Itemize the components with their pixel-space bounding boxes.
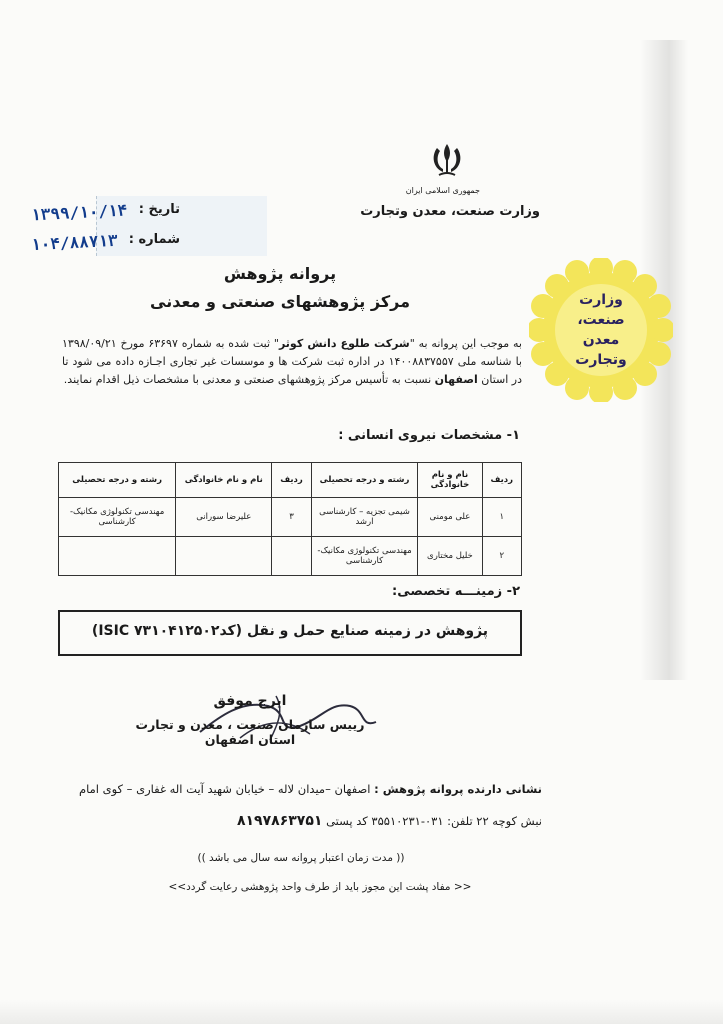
seal-line-2: صنعت، معدن [577, 312, 625, 348]
table-cell: مهندسی تکنولوژی مکانیک- کارشناسی [311, 537, 418, 576]
table-cell: علی مومنی [418, 498, 482, 537]
address-line-2: نبش کوچه ۲۲ تلفن: ۰۳۱-۳۵۵۱۰۲۳۱ کد پستی [326, 814, 542, 828]
validity-note: (( مدت زمان اعتبار پروانه سه سال می باشد )) [197, 852, 405, 864]
table-cell [272, 537, 311, 576]
table-cell: مهندسی تکنولوژی مکانیک- کارشناسی [59, 498, 176, 537]
address-line-1: اصفهان –میدان لاله – خیابان شهید آیت اله غفاری – کوی امام [78, 782, 371, 796]
table-row [59, 537, 522, 576]
column-header: نام و نام خانوادگی [418, 463, 482, 498]
seal-text [557, 290, 645, 370]
table-cell: علیرضا سورانی [176, 498, 272, 537]
number-value: ۱۰۴/۸۸۷۱۳ [30, 230, 119, 255]
table-cell: شیمی تجزیه – کارشناسی ارشد [311, 498, 418, 537]
column-header: رشته و درجه تحصیلی [311, 463, 418, 498]
column-header: ردیف [272, 463, 311, 498]
column-header: رشته و درجه تحصیلی [59, 463, 176, 498]
staff-section-heading: ۱- مشخصات نیروی انسانی : [338, 428, 520, 443]
company-name: شرکت طلوع دانش کوثر [278, 337, 410, 350]
paragraph-part-2: " ثبت شده به شماره ۶۳۶۹۷ مورخ ۱۳۹۸/۰۹/۲۱ با شناسه ملی ۱۴۰۰۸۸۳۷۵۵۷ در اداره ثبت شرکت ها و موسسات غیر تجاری اجـازه داده می شود تا در استان [62, 337, 522, 386]
specialty-section-heading: ۲- زمینـــه تخصصی: [392, 584, 520, 599]
page-bottom-edge [0, 1000, 723, 1024]
table-cell: ۳ [272, 498, 311, 537]
table-cell: خلیل مختاری [418, 537, 482, 576]
table-cell [59, 537, 176, 576]
paragraph-part-3: نسبت به تأسیس مرکز پژوهشهای صنعتی و معدنی با مشخصات ذیل اقدام نمایند. [63, 373, 432, 386]
holder-address [72, 780, 542, 798]
column-header: نام و نام خانوادگی [176, 463, 272, 498]
address-label: نشانی دارنده پروانه پژوهش : [374, 782, 542, 796]
number-label: شماره : [128, 232, 180, 247]
country-name: جمهوری اسلامی ایران [405, 186, 480, 195]
ministry-name: وزارت صنعت، معدن وتجارت [360, 204, 540, 219]
compliance-note: << مفاد پشت این مجوز باید از طرف واحد پژوهشی رعایت گردد>> [168, 881, 472, 893]
table-header-row [59, 463, 522, 498]
date-label: تاریخ : [138, 202, 180, 217]
column-header: ردیف [482, 463, 521, 498]
signer-name: ایرج موفق [213, 693, 287, 709]
iran-emblem-icon [427, 140, 467, 180]
signer-title: رییس سازمان صنعت ، معدن و تجارت استان اصفهان [135, 717, 365, 747]
province-name: اصفهان [434, 373, 478, 386]
table-cell [176, 537, 272, 576]
staff-table [58, 462, 522, 576]
postal-code: ۸۱۹۷۸۶۳۷۵۱ [236, 813, 323, 829]
table-row [59, 498, 522, 537]
paragraph-part-1: به موجب این پروانه به " [409, 337, 522, 350]
document-title: پروانه پژوهش [223, 264, 337, 283]
table-cell: ۲ [482, 537, 521, 576]
license-paragraph [62, 335, 522, 389]
seal-line-1: وزارت [579, 292, 623, 308]
seal-line-3: وتجارت [575, 352, 627, 368]
table-cell: ۱ [482, 498, 521, 537]
specialty-field: پژوهش در زمینه صنایع حمل و نقل (کدISIC ۷۳۱۰۴۱۲۵۰۲) [91, 623, 489, 639]
document-subtitle: مرکز پژوهشهای صنعتی و معدنی [150, 292, 410, 311]
date-value: ۱۳۹۹/۱۰/۱۴ [30, 200, 128, 225]
contact-line [180, 813, 542, 829]
